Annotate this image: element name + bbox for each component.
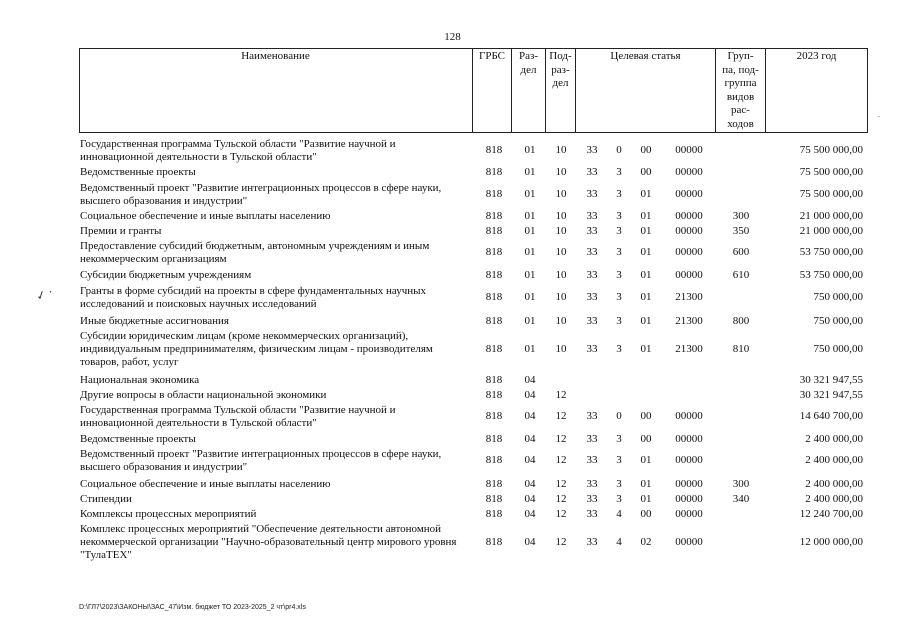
row-razdel: 01 bbox=[524, 166, 536, 178]
row-podrazdel: 12 bbox=[555, 493, 567, 505]
row-vr: 300 bbox=[732, 478, 750, 490]
row-podrazdel: 10 bbox=[555, 225, 567, 237]
row-ts2: 4 bbox=[616, 508, 622, 520]
row-ts4: 00000 bbox=[675, 478, 703, 490]
row-sum: 30 321 947,55 bbox=[799, 389, 863, 401]
table-row bbox=[0, 374, 905, 387]
row-grbs: 818 bbox=[485, 433, 503, 445]
row-ts4: 00000 bbox=[675, 225, 703, 237]
row-razdel: 04 bbox=[524, 478, 536, 490]
row-name: Ведомственный проект "Развитие интеграционных процессов в сфере науки, высшего образования и индустрии" bbox=[80, 182, 442, 207]
file-path-footer: D:\ГЛ7\2023\ЗАКОНЫ\ЗАС_47\Изм. бюджет ТО 2023-2025_2 чт\pr4.xls bbox=[79, 604, 306, 611]
row-name: Национальная экономика bbox=[80, 374, 200, 386]
row-razdel: 01 bbox=[524, 343, 536, 355]
row-sum: 750 000,00 bbox=[813, 343, 863, 355]
row-razdel: 04 bbox=[524, 454, 536, 466]
header-expense-group: Груп- па, под- группа видов рас- ходов bbox=[716, 48, 766, 133]
row-ts1: 33 bbox=[586, 433, 598, 445]
row-ts4: 00000 bbox=[675, 493, 703, 505]
row-grbs: 818 bbox=[485, 454, 503, 466]
table-row bbox=[0, 404, 905, 430]
row-podrazdel: 12 bbox=[555, 536, 567, 548]
row-sum: 53 750 000,00 bbox=[799, 246, 863, 258]
row-name: Социальное обеспечение и иные выплаты населению bbox=[80, 210, 331, 222]
row-name: Ведомственные проекты bbox=[80, 166, 196, 178]
row-ts4: 00000 bbox=[675, 210, 703, 222]
row-ts4: 21300 bbox=[675, 343, 703, 355]
row-podrazdel: 10 bbox=[555, 210, 567, 222]
row-vr: 600 bbox=[732, 246, 750, 258]
row-sum: 21 000 000,00 bbox=[799, 225, 863, 237]
table-row bbox=[0, 330, 905, 369]
table-row bbox=[0, 166, 905, 179]
table-row bbox=[0, 523, 905, 562]
row-ts2: 3 bbox=[616, 343, 622, 355]
row-podrazdel: 12 bbox=[555, 433, 567, 445]
row-name: Государственная программа Тульской области "Развитие научной и инновационной деятельности в Тульской области" bbox=[80, 138, 396, 163]
row-ts1: 33 bbox=[586, 210, 598, 222]
row-ts2: 0 bbox=[616, 144, 622, 156]
row-vr: 350 bbox=[732, 225, 750, 237]
row-grbs: 818 bbox=[485, 508, 503, 520]
row-razdel: 04 bbox=[524, 389, 536, 401]
row-ts4: 00000 bbox=[675, 433, 703, 445]
row-ts1: 33 bbox=[586, 225, 598, 237]
row-sum: 30 321 947,55 bbox=[799, 374, 863, 386]
row-sum: 75 500 000,00 bbox=[799, 144, 863, 156]
row-podrazdel: 12 bbox=[555, 454, 567, 466]
table-row bbox=[0, 448, 905, 474]
row-ts3: 01 bbox=[640, 225, 652, 237]
row-razdel: 04 bbox=[524, 508, 536, 520]
row-name: Комплекс процессных мероприятий "Обеспечение деятельности автономной некоммерческой организации "Научно-образовательный центр мирового уровня "ТулаТЕХ" bbox=[80, 523, 457, 561]
row-grbs: 818 bbox=[485, 188, 503, 200]
row-podrazdel: 10 bbox=[555, 315, 567, 327]
row-ts3: 02 bbox=[640, 536, 652, 548]
row-ts1: 33 bbox=[586, 269, 598, 281]
row-grbs: 818 bbox=[485, 389, 503, 401]
row-razdel: 04 bbox=[524, 493, 536, 505]
row-razdel: 01 bbox=[524, 188, 536, 200]
row-ts4: 00000 bbox=[675, 166, 703, 178]
row-podrazdel: 10 bbox=[555, 343, 567, 355]
row-name: Ведомственный проект "Развитие интеграционных процессов в сфере науки, высшего образования и индустрии" bbox=[80, 448, 442, 473]
row-podrazdel: 12 bbox=[555, 410, 567, 422]
row-sum: 21 000 000,00 bbox=[799, 210, 863, 222]
row-ts2: 0 bbox=[616, 410, 622, 422]
row-vr: 810 bbox=[732, 343, 750, 355]
row-ts2: 3 bbox=[616, 291, 622, 303]
row-ts3: 01 bbox=[640, 291, 652, 303]
row-grbs: 818 bbox=[485, 291, 503, 303]
row-grbs: 818 bbox=[485, 144, 503, 156]
row-ts2: 3 bbox=[616, 210, 622, 222]
row-ts2: 4 bbox=[616, 536, 622, 548]
row-razdel: 01 bbox=[524, 225, 536, 237]
row-podrazdel: 10 bbox=[555, 188, 567, 200]
row-podrazdel: 12 bbox=[555, 478, 567, 490]
row-ts2: 3 bbox=[616, 478, 622, 490]
row-name: Предоставление субсидий бюджетным, автономным учреждениям и иным некоммерческим организациям bbox=[80, 240, 430, 265]
table-row bbox=[0, 493, 905, 506]
row-name: Субсидии юридическим лицам (кроме некоммерческих организаций), индивидуальным предпринимателям, физическим лицам - производителям товаров, работ, услуг bbox=[80, 330, 433, 368]
row-sum: 750 000,00 bbox=[813, 315, 863, 327]
handwritten-mark: ✓ · bbox=[33, 284, 55, 304]
scan-dot: . bbox=[878, 110, 880, 119]
row-ts1: 33 bbox=[586, 343, 598, 355]
row-ts3: 01 bbox=[640, 315, 652, 327]
row-ts4: 00000 bbox=[675, 536, 703, 548]
row-ts3: 01 bbox=[640, 478, 652, 490]
row-ts1: 33 bbox=[586, 478, 598, 490]
row-razdel: 01 bbox=[524, 144, 536, 156]
row-ts1: 33 bbox=[586, 454, 598, 466]
row-grbs: 818 bbox=[485, 478, 503, 490]
row-ts3: 00 bbox=[640, 144, 652, 156]
row-ts2: 3 bbox=[616, 225, 622, 237]
row-vr: 610 bbox=[732, 269, 750, 281]
row-razdel: 01 bbox=[524, 246, 536, 258]
row-vr: 800 bbox=[732, 315, 750, 327]
table-row bbox=[0, 210, 905, 223]
row-grbs: 818 bbox=[485, 246, 503, 258]
row-podrazdel: 12 bbox=[555, 508, 567, 520]
row-name: Субсидии бюджетным учреждениям bbox=[80, 269, 252, 281]
table-row bbox=[0, 269, 905, 282]
row-podrazdel: 12 bbox=[555, 389, 567, 401]
row-podrazdel: 10 bbox=[555, 246, 567, 258]
row-name: Стипендии bbox=[80, 493, 132, 505]
row-razdel: 04 bbox=[524, 433, 536, 445]
row-ts4: 21300 bbox=[675, 291, 703, 303]
row-podrazdel: 10 bbox=[555, 144, 567, 156]
table-row bbox=[0, 389, 905, 402]
row-ts3: 01 bbox=[640, 269, 652, 281]
row-razdel: 04 bbox=[524, 410, 536, 422]
row-ts3: 00 bbox=[640, 410, 652, 422]
header-grbs: ГРБС bbox=[473, 48, 512, 133]
row-name: Социальное обеспечение и иные выплаты населению bbox=[80, 478, 331, 490]
row-ts4: 21300 bbox=[675, 315, 703, 327]
row-ts2: 3 bbox=[616, 166, 622, 178]
row-ts3: 01 bbox=[640, 246, 652, 258]
row-sum: 75 500 000,00 bbox=[799, 188, 863, 200]
table-row bbox=[0, 315, 905, 328]
row-ts4: 00000 bbox=[675, 246, 703, 258]
row-razdel: 01 bbox=[524, 291, 536, 303]
row-ts3: 01 bbox=[640, 210, 652, 222]
row-ts3: 01 bbox=[640, 493, 652, 505]
row-name: Гранты в форме субсидий на проекты в сфере фундаментальных научных исследований и поисковых научных исследований bbox=[80, 285, 427, 310]
row-sum: 12 000 000,00 bbox=[799, 536, 863, 548]
row-ts1: 33 bbox=[586, 246, 598, 258]
row-sum: 53 750 000,00 bbox=[799, 269, 863, 281]
row-ts2: 3 bbox=[616, 493, 622, 505]
row-ts4: 00000 bbox=[675, 144, 703, 156]
row-ts2: 3 bbox=[616, 454, 622, 466]
row-razdel: 01 bbox=[524, 315, 536, 327]
row-name: Премии и гранты bbox=[80, 225, 162, 237]
row-podrazdel: 10 bbox=[555, 291, 567, 303]
row-ts2: 3 bbox=[616, 246, 622, 258]
row-ts1: 33 bbox=[586, 188, 598, 200]
row-name: Ведомственные проекты bbox=[80, 433, 196, 445]
row-ts3: 00 bbox=[640, 433, 652, 445]
row-name: Иные бюджетные ассигнования bbox=[80, 315, 229, 327]
header-name: Наименование bbox=[79, 48, 473, 133]
header-target-article: Целевая статья bbox=[576, 48, 716, 133]
row-grbs: 818 bbox=[485, 343, 503, 355]
row-ts3: 01 bbox=[640, 188, 652, 200]
row-grbs: 818 bbox=[485, 374, 503, 386]
row-sum: 2 400 000,00 bbox=[805, 433, 863, 445]
row-grbs: 818 bbox=[485, 410, 503, 422]
table-row bbox=[0, 508, 905, 521]
header-razdel: Раз- дел bbox=[512, 48, 546, 133]
row-grbs: 818 bbox=[485, 315, 503, 327]
row-ts4: 00000 bbox=[675, 454, 703, 466]
row-ts4: 00000 bbox=[675, 410, 703, 422]
table-row bbox=[0, 240, 905, 266]
row-ts3: 01 bbox=[640, 454, 652, 466]
row-razdel: 04 bbox=[524, 374, 536, 386]
row-ts3: 00 bbox=[640, 508, 652, 520]
header-podrazdel: Под- раз- дел bbox=[546, 48, 576, 133]
row-razdel: 01 bbox=[524, 210, 536, 222]
row-razdel: 04 bbox=[524, 536, 536, 548]
row-name: Другие вопросы в области национальной экономики bbox=[80, 389, 327, 401]
header-year: 2023 год bbox=[766, 48, 868, 133]
row-sum: 2 400 000,00 bbox=[805, 478, 863, 490]
row-grbs: 818 bbox=[485, 166, 503, 178]
row-ts1: 33 bbox=[586, 536, 598, 548]
table-row bbox=[0, 225, 905, 238]
row-ts4: 00000 bbox=[675, 269, 703, 281]
row-name: Комплексы процессных мероприятий bbox=[80, 508, 257, 520]
row-ts1: 33 bbox=[586, 144, 598, 156]
row-ts1: 33 bbox=[586, 508, 598, 520]
table-row bbox=[0, 182, 905, 208]
row-ts2: 3 bbox=[616, 433, 622, 445]
page-number: 128 bbox=[444, 31, 461, 43]
row-grbs: 818 bbox=[485, 269, 503, 281]
row-ts1: 33 bbox=[586, 410, 598, 422]
row-grbs: 818 bbox=[485, 225, 503, 237]
row-vr: 340 bbox=[732, 493, 750, 505]
row-ts2: 3 bbox=[616, 315, 622, 327]
table-row bbox=[0, 478, 905, 491]
row-name: Государственная программа Тульской области "Развитие научной и инновационной деятельности в Тульской области" bbox=[80, 404, 396, 429]
row-grbs: 818 bbox=[485, 210, 503, 222]
row-podrazdel: 10 bbox=[555, 166, 567, 178]
row-podrazdel: 10 bbox=[555, 269, 567, 281]
row-ts2: 3 bbox=[616, 188, 622, 200]
row-ts4: 00000 bbox=[675, 508, 703, 520]
row-ts2: 3 bbox=[616, 269, 622, 281]
row-grbs: 818 bbox=[485, 493, 503, 505]
row-sum: 2 400 000,00 bbox=[805, 493, 863, 505]
table-row bbox=[0, 285, 905, 311]
row-ts3: 01 bbox=[640, 343, 652, 355]
table-row bbox=[0, 433, 905, 446]
row-ts1: 33 bbox=[586, 291, 598, 303]
row-sum: 14 640 700,00 bbox=[799, 410, 863, 422]
row-ts1: 33 bbox=[586, 493, 598, 505]
row-vr: 300 bbox=[732, 210, 750, 222]
row-ts3: 00 bbox=[640, 166, 652, 178]
row-ts1: 33 bbox=[586, 315, 598, 327]
row-sum: 12 240 700,00 bbox=[799, 508, 863, 520]
row-ts1: 33 bbox=[586, 166, 598, 178]
row-sum: 750 000,00 bbox=[813, 291, 863, 303]
row-sum: 2 400 000,00 bbox=[805, 454, 863, 466]
row-grbs: 818 bbox=[485, 536, 503, 548]
row-ts4: 00000 bbox=[675, 188, 703, 200]
row-sum: 75 500 000,00 bbox=[799, 166, 863, 178]
table-row bbox=[0, 138, 905, 164]
row-razdel: 01 bbox=[524, 269, 536, 281]
